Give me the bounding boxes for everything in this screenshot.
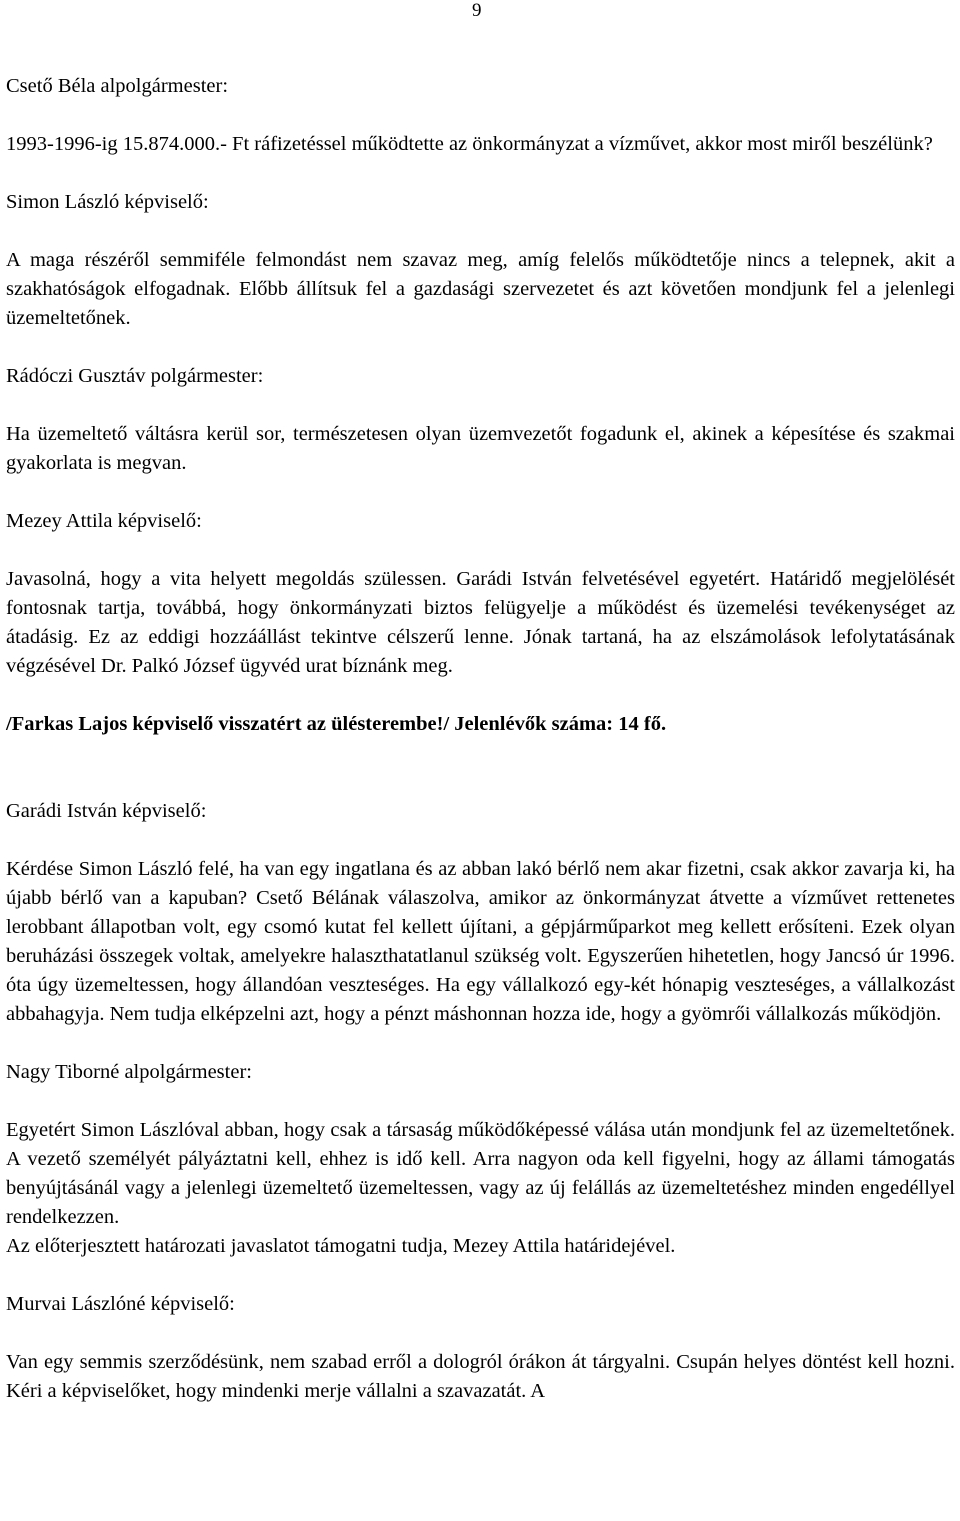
speaker-heading: Garádi István képviselő:	[6, 800, 207, 822]
speaker-heading: Rádóczi Gusztáv polgármester:	[6, 365, 264, 387]
speaker-heading: Murvai Lászlóné képviselő:	[6, 1293, 235, 1315]
statement-paragraph: Az előterjesztett határozati javaslatot támogatni tudja, Mezey Attila határidejével.	[6, 1235, 676, 1257]
statement-paragraph: A maga részéről semmiféle felmondást nem szavaz meg, amíg felelős működtetője nincs a telepnek, akit a szakhatóságok elfogadnak. Előbb állítsuk fel a gazdasági szervezetet és azt követően mondjunk fel a jelenlegi üzemeltetőnek.	[6, 249, 955, 329]
speaker-heading: Nagy Tiborné alpolgármester:	[6, 1061, 252, 1083]
attendance-note: /Farkas Lajos képviselő visszatért az ülésterembe!/ Jelenlévők száma: 14 fő.	[6, 713, 667, 735]
statement-paragraph: Ha üzemeltető váltásra kerül sor, természetesen olyan üzemvezetőt fogadunk el, akinek a képesítése és szakmai gyakorlata is megvan.	[6, 423, 955, 474]
statement-paragraph: Kérdése Simon László felé, ha van egy ingatlana és az abban lakó bérlő nem akar fizetni, csak akkor zavarja ki, ha újabb bérlő van a kapuban? Csető Bélának válaszolva, amikor az önkormányzat átvette a vízművet rettenetes lerobbant állapotban volt, egy csomó kutat fel kellett újítani, a gépjárműparkot meg kellett erősíteni. Ezek olyan beruházási összegek voltak, amelyekre halaszthatatlanul szükség volt. Egyszerűen hihetetlen, hogy Jancsó úr 1996. óta úgy üzemeltessen, hogy állandóan veszteséges. Ha egy vállalkozó egy-két hónapig veszteséges, a vállalkozást abbahagyja. Nem tudja elképzelni azt, hogy a pénzt máshonnan hozza ide, hogy a gyömrői vállalkozás működjön.	[6, 858, 955, 1025]
statement-paragraph: Van egy semmis szerződésünk, nem szabad erről a dologról órákon át tárgyalni. Csupán helyes döntést kell hozni. Kéri a képviselőket, hogy mindenki merje vállalni a szavazatát. A	[6, 1351, 955, 1402]
speaker-heading: Mezey Attila képviselő:	[6, 510, 202, 532]
speaker-heading: Simon László képviselő:	[6, 191, 209, 213]
minutes-content	[6, 72, 955, 1406]
page-number: 9	[472, 0, 482, 21]
statement-paragraph: Egyetért Simon Lászlóval abban, hogy csak a társaság működőképessé válása után mondjunk fel az üzemeltetőnek. A vezető személyét pályáztatni kell, ehhez is idő kell. Arra nagyon oda kell figyelni, hogy az állami támogatás benyújtásánál vagy a jelenlegi üzemeltető üzemeltessen, vagy az új felállás az üzemeltetéshez minden engedéllyel rendelkezzen.	[6, 1119, 955, 1228]
statement-paragraph: Javasolná, hogy a vita helyett megoldás szülessen. Garádi István felvetésével egyetért. Határidő megjelölését fontosnak tartja, továbbá, hogy önkormányzati biztos felügyelje a működést és üzemelési tevékenységet az átadásig. Ez az eddigi hozzáállást tekintve célszerű lenne. Jónak tartaná, ha az elszámolások lefolytatásának végzésével Dr. Palkó József ügyvéd urat bíznánk meg.	[6, 568, 955, 677]
statement-paragraph: 1993-1996-ig 15.874.000.- Ft ráfizetéssel működtette az önkormányzat a vízművet, akkor most miről beszélünk?	[6, 133, 933, 155]
speaker-heading: Csető Béla alpolgármester:	[6, 75, 229, 97]
